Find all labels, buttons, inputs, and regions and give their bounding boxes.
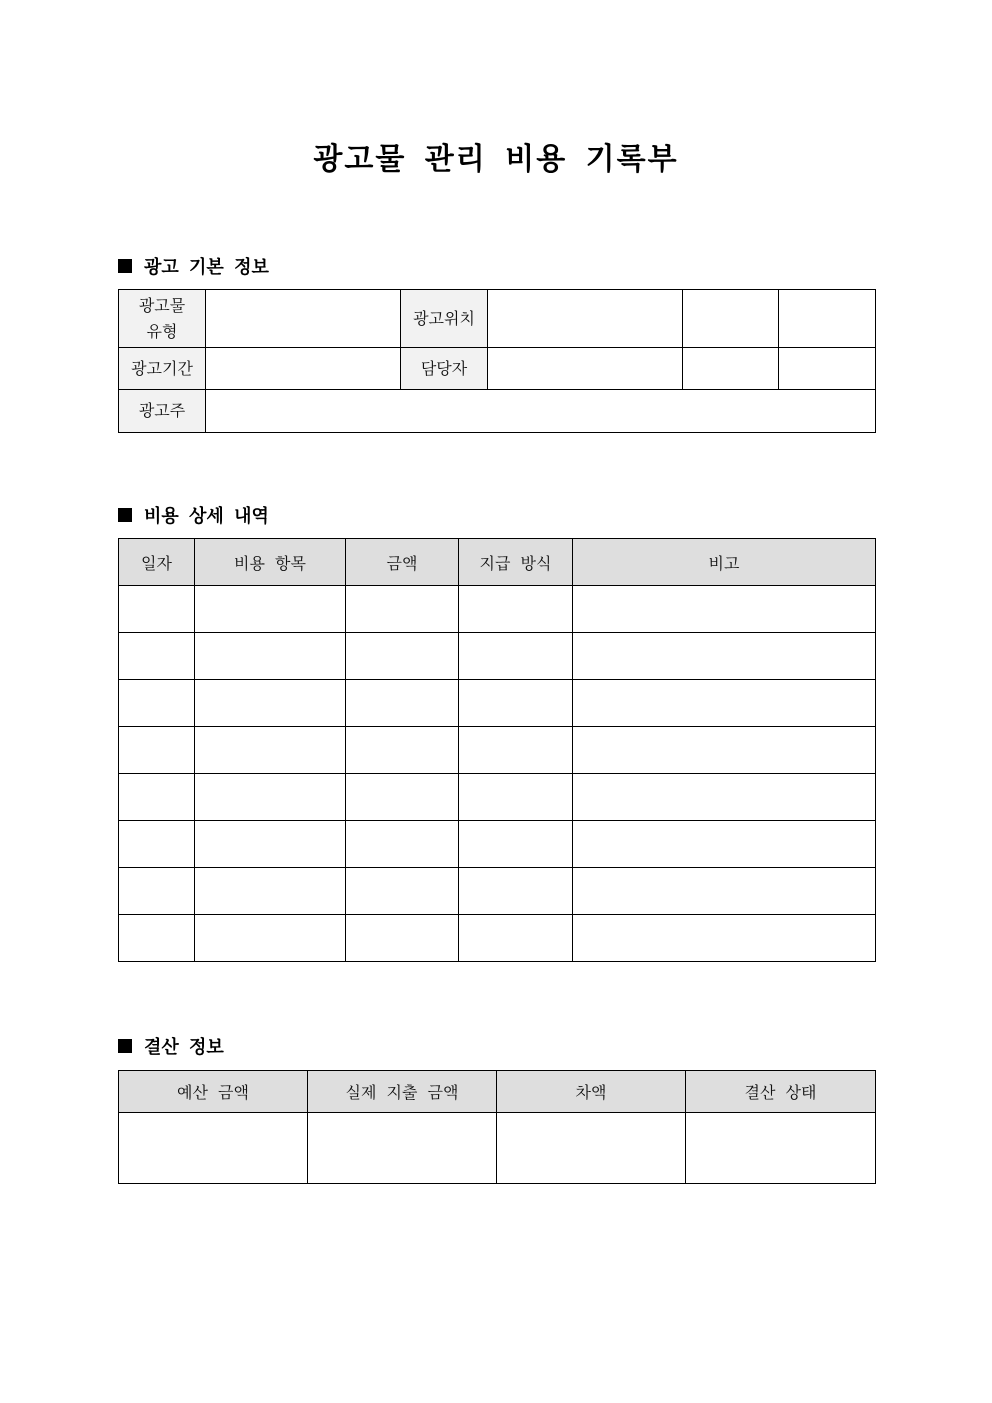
section-heading-basic-info xyxy=(118,253,269,279)
extra-field-4[interactable] xyxy=(779,348,876,390)
date-cell[interactable] xyxy=(119,915,195,962)
amount-cell[interactable] xyxy=(346,821,459,868)
amount-cell[interactable] xyxy=(346,774,459,821)
payment-method-cell[interactable] xyxy=(459,915,573,962)
amount-cell[interactable] xyxy=(346,586,459,633)
remarks-cell[interactable] xyxy=(573,868,876,915)
ad-period-label: 광고기간 xyxy=(119,348,206,390)
basic-info-table xyxy=(118,289,876,433)
remarks-cell[interactable] xyxy=(573,821,876,868)
col-header-cost-item: 비용 항목 xyxy=(195,539,346,586)
ad-period-field[interactable] xyxy=(206,348,401,390)
square-bullet-icon xyxy=(118,1039,132,1053)
payment-method-cell[interactable] xyxy=(459,727,573,774)
amount-cell[interactable] xyxy=(346,680,459,727)
date-cell[interactable] xyxy=(119,633,195,680)
section-heading-label: 비용 상세 내역 xyxy=(144,506,269,527)
col-header-remarks: 비고 xyxy=(573,539,876,586)
cost-item-cell[interactable] xyxy=(195,821,346,868)
difference-field[interactable] xyxy=(497,1113,686,1184)
cost-item-cell[interactable] xyxy=(195,774,346,821)
remarks-cell[interactable] xyxy=(573,727,876,774)
ad-location-label: 광고위치 xyxy=(401,290,488,348)
advertiser-field[interactable] xyxy=(206,390,876,433)
payment-method-cell[interactable] xyxy=(459,821,573,868)
date-cell[interactable] xyxy=(119,680,195,727)
amount-cell[interactable] xyxy=(346,727,459,774)
remarks-cell[interactable] xyxy=(573,774,876,821)
page-title: 광고물 관리 비용 기록부 xyxy=(313,142,679,177)
table-row xyxy=(119,680,876,727)
table-row xyxy=(119,868,876,915)
cost-item-cell[interactable] xyxy=(195,633,346,680)
remarks-cell[interactable] xyxy=(573,915,876,962)
date-cell[interactable] xyxy=(119,774,195,821)
col-header-budget: 예산 금액 xyxy=(119,1071,308,1113)
payment-method-cell[interactable] xyxy=(459,586,573,633)
date-cell[interactable] xyxy=(119,586,195,633)
extra-field-2[interactable] xyxy=(779,290,876,348)
amount-cell[interactable] xyxy=(346,868,459,915)
section-heading-cost-detail xyxy=(118,502,269,528)
table-row xyxy=(119,774,876,821)
col-header-actual-spend: 실제 지출 금액 xyxy=(308,1071,497,1113)
cost-item-cell[interactable] xyxy=(195,727,346,774)
ad-location-field[interactable] xyxy=(488,290,683,348)
payment-method-cell[interactable] xyxy=(459,633,573,680)
payment-method-cell[interactable] xyxy=(459,774,573,821)
table-row xyxy=(119,821,876,868)
section-heading-settlement xyxy=(118,1033,224,1059)
section-heading-label: 광고 기본 정보 xyxy=(144,257,269,278)
date-cell[interactable] xyxy=(119,868,195,915)
remarks-cell[interactable] xyxy=(573,633,876,680)
cost-item-cell[interactable] xyxy=(195,680,346,727)
table-row xyxy=(119,586,876,633)
table-row xyxy=(119,633,876,680)
cost-item-cell[interactable] xyxy=(195,868,346,915)
amount-cell[interactable] xyxy=(346,633,459,680)
col-header-amount: 금액 xyxy=(346,539,459,586)
budget-field[interactable] xyxy=(119,1113,308,1184)
advertiser-label: 광고주 xyxy=(119,390,206,433)
ad-type-field[interactable] xyxy=(206,290,401,348)
payment-method-cell[interactable] xyxy=(459,868,573,915)
table-row xyxy=(119,915,876,962)
table-row xyxy=(119,727,876,774)
col-header-difference: 차액 xyxy=(497,1071,686,1113)
cost-detail-table xyxy=(118,538,876,962)
square-bullet-icon xyxy=(118,259,132,273)
amount-cell[interactable] xyxy=(346,915,459,962)
extra-field-1[interactable] xyxy=(683,290,779,348)
settlement-table xyxy=(118,1070,876,1184)
square-bullet-icon xyxy=(118,508,132,522)
ad-type-label: 광고물 유형 xyxy=(119,290,206,348)
section-heading-label: 결산 정보 xyxy=(144,1037,224,1058)
date-cell[interactable] xyxy=(119,727,195,774)
date-cell[interactable] xyxy=(119,821,195,868)
remarks-cell[interactable] xyxy=(573,680,876,727)
col-header-settlement-status: 결산 상태 xyxy=(686,1071,876,1113)
manager-field[interactable] xyxy=(488,348,683,390)
settlement-status-field[interactable] xyxy=(686,1113,876,1184)
payment-method-cell[interactable] xyxy=(459,680,573,727)
col-header-payment-method: 지급 방식 xyxy=(459,539,573,586)
actual-spend-field[interactable] xyxy=(308,1113,497,1184)
extra-field-3[interactable] xyxy=(683,348,779,390)
cost-item-cell[interactable] xyxy=(195,586,346,633)
cost-item-cell[interactable] xyxy=(195,915,346,962)
manager-label: 담당자 xyxy=(401,348,488,390)
col-header-date: 일자 xyxy=(119,539,195,586)
remarks-cell[interactable] xyxy=(573,586,876,633)
